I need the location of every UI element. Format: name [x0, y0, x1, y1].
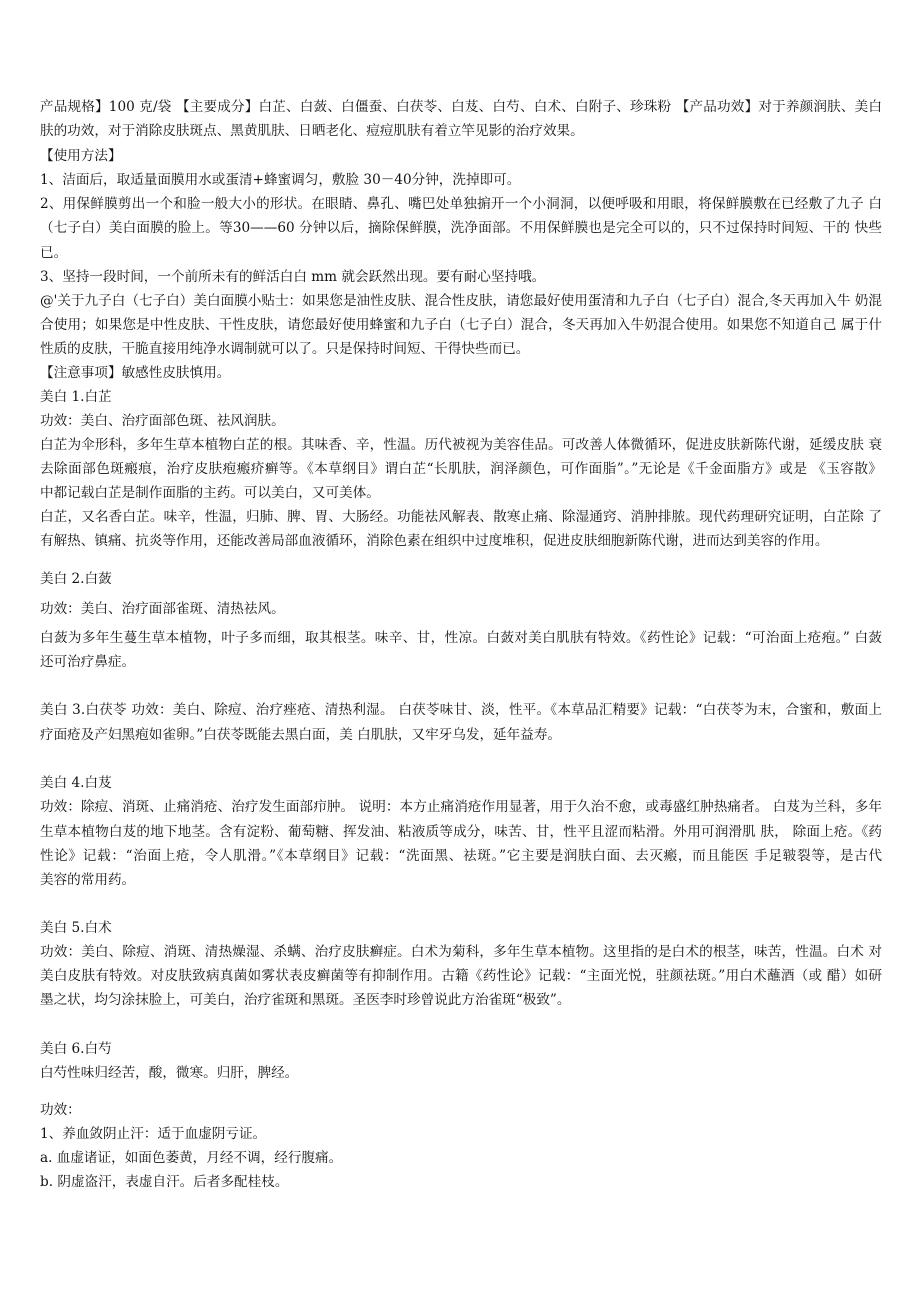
text-line: 中都记载白芷是制作面脂的主药。可以美白，又可美体。: [40, 485, 380, 501]
text-line: 去除面部色斑瘢痕，治疗皮肤疱瘢疥癣等。《本草纲目》谓白芷“长肌肤，润泽颜色，可作面脂”。”无论是《千金面脂方》或是 《玉容散》: [40, 461, 882, 477]
text-line: 美白皮肤有特效。对皮肤致病真菌如雾状表皮癣菌等有抑制作用。古籍《药性论》记载：“主面光悦，驻颜祛斑。”用白术蘸酒（或 醋）如研: [40, 968, 882, 984]
text-line: 【使用方法】: [40, 148, 122, 164]
text-line: 有解热、镇痛、抗炎等作用，还能改善局部血液循环，消除色素在组织中过度堆积，促进皮肤细胞新陈代谢，进而达到美容的作用。: [40, 533, 829, 549]
text-line: 2、用保鲜膜剪出一个和脸一般大小的形状。在眼睛、鼻孔、嘴巴处单独掮开一个小洞洞，以便呼吸和用眼，将保鲜膜敷在已经敷了九子 白: [40, 196, 882, 212]
text-line: 墨之状，均匀涂抹脸上，可美白，治疗雀斑和黑斑。圣医李时珍曾说此方治雀斑“极致”。: [40, 992, 571, 1008]
text-line: b. 阴虚盗汗，表虚自汗。后者多配桂枝。: [40, 1174, 289, 1190]
text-line: 【注意事项】敏感性皮肤慎用。: [40, 365, 231, 381]
text-line: 白芷，又名香白芷。味辛，性温，归肺、脾、胃、大肠经。功能祛风解表、散寒止痛、除湿通窍、消肿排脓。现代药理研究证明，白芷除 了: [40, 509, 882, 525]
text-line: a. 血虚诸证，如面色萎黄，月经不调，经行腹痛。: [40, 1150, 343, 1166]
text-line: 白蔹为多年生蔓生草本植物，叶子多而细，取其根茎。味辛、甘，性凉。白蔹对美白肌肤有特效。《药性论》记载：“可治面上疮疱。” 白蔹: [40, 630, 882, 646]
text-line: 功效：美白、除痘、消斑、清热燥湿、杀螨、治疗皮肤癣症。白术为菊科，多年生草本植物。这里指的是白术的根茎，味苦，性温。白术 对: [40, 944, 882, 960]
text-line: 产品规格】100 克/袋 【主要成分】白芷、白蔹、白僵蚕、白茯苓、白芨、白芍、白术、白附子、珍珠粉 【产品功效】对于养颜润肤、美白: [40, 99, 882, 115]
text-line: 合使用；如果您是中性皮肤、干性皮肤，请您最好使用蜂蜜和九子白（七子白）混合，冬天再加入牛奶混合使用。如果您不知道自己 属于什: [40, 317, 882, 333]
text-line: 已。: [40, 245, 68, 261]
text-line: 白芷为伞形科，多年生草本植物白芷的根。其味香、辛，性温。历代被视为美容佳品。可改善人体微循环，促进皮肤新陈代谢，延缓皮肤 衰: [40, 437, 882, 453]
text-line: @'关于九子白（七子白）美白面膜小贴士：如果您是油性皮肤、混合性皮肤，请您最好使用蛋清和九子白（七子白）混合,冬天再加入牛 奶混: [40, 293, 882, 309]
text-line: 肤的功效，对于消除皮肤斑点、黑黄肌肤、日晒老化、痘痘肌肤有着立竿见影的治疗效果。: [40, 123, 584, 139]
text-line: 美白 3.白茯苓 功效：美白、除痘、治疗痤疮、清热利湿。 白茯苓味甘、淡，性平。《本草品汇精要》记载：“白茯苓为末，合蜜和，敷面上: [40, 702, 882, 718]
text-line: 1、养血敛阴止汗：适于血虚阴亏证。: [40, 1126, 267, 1142]
text-line: 美白 6.白芍: [40, 1041, 112, 1057]
text-line: 性质的皮肤，干脆直接用纯净水调制就可以了。只是保持时间短、干得快些而已。: [40, 341, 530, 357]
text-line: 美白 1.白芷: [40, 389, 112, 405]
text-line: 美白 2.白蔹: [40, 571, 112, 587]
text-line: 生草本植物白芨的地下地茎。含有淀粉、葡萄糖、挥发油、粘液质等成分，味苦、甘，性平且涩而粘滑。外用可润滑肌 肤， 除面上疮。《药: [40, 824, 882, 840]
text-line: （七子白）美白面膜的脸上。等30——60 分钟以后，摘除保鲜膜，洗净面部。不用保鲜膜也是完全可以的，只不过保持时间短、干的 快些: [40, 220, 882, 236]
text-line: 1、洁面后，取适量面膜用水或蛋清+蜂蜜调匀，敷脸 30－40分钟，洗掉即可。: [40, 172, 521, 188]
text-line: 功效：除痘、消斑、止痛消疮、治疗发生面部疖肿。 说明：本方止痛消疮作用显著，用于久治不愈，或毒盛红肿热痛者。 白芨为兰科，多年: [40, 799, 882, 815]
text-line: 3、坚持一段时间，一个前所未有的鲜活白白 mm 就会跃然出现。要有耐心坚持哦。: [40, 269, 546, 285]
text-line: 疗面疮及产妇黑疱如雀卵。”白茯苓既能去黑白面，美 白肌肤，又牢牙乌发，延年益寿。: [40, 727, 562, 743]
text-line: 白芍性味归经苦，酸，微寒。归肝，脾经。: [40, 1065, 299, 1081]
text-line: 性论》记载：“治面上疮，令人肌滑。”《本草纲目》记载：“洗面黑、祛斑。”它主要是润肤白面、去灭瘢，而且能医 手足皲裂等，是古代: [40, 848, 882, 864]
text-line: 美容的常用药。: [40, 872, 136, 888]
text-line: 功效：美白、治疗面部色斑、祛风润肤。: [40, 413, 285, 429]
text-line: 功效：美白、治疗面部雀斑、清热祛风。: [40, 601, 285, 617]
text-line: 还可治疗鼻症。: [40, 654, 136, 670]
text-line: 美白 5.白术: [40, 920, 112, 936]
text-line: 美白 4.白芨: [40, 775, 112, 791]
text-line: 功效：: [40, 1102, 81, 1118]
